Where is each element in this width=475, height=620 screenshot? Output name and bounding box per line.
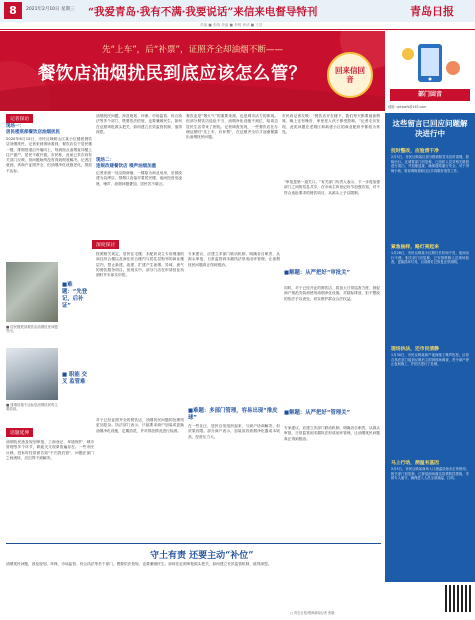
sidebar-panel [385, 113, 475, 582]
article-text-c: 对于已经证照齐全的餐饮店，油烟扰民问题的处理则更加复杂。执法部门表示，只能要求商户加装或更换油烟净化设施，定期清洗，并对排放情况进行检测。 [96, 418, 184, 433]
article-text-b: 按照相关规定，居民住宅楼、未配套设立专用烟道的商住综合楼以及商住综合楼内与居住层相邻的商业楼层内，禁止新建、改建、扩建产生油烟、异味、废气的餐饮服务项目。但现实中，部分门店在申请营业执照时并未如实申报。 [96, 252, 184, 278]
issue-date: 2021年2月10日 星期三 [26, 7, 75, 12]
intro-text-a: 餐饮业是“烟火气”的重要来源，也是城市活力的体现。但部分餐饮店选址不当、油烟净化设施不到位，给周边居民生活带来了困扰。记者调查发现，一些餐饮店在办理证照时“先上车、后补票”，在证照齐全后才逐渐暴露出油烟扰民问题。 [186, 114, 278, 140]
article-text-e: 专家建议，应建立多部门联动机制，明确各自职责，从源头审批、日常监管到末端执法形成闭环管理，让油烟扰民问题真正得到根治。 [188, 252, 280, 267]
sidebar-item-1-text: 2月3日，市民反映某区部分路段积雪未及时清理，影响出行。区城管部门回复称，已组织人员对相关路段进行清扫，并加强巡查，确保道路通行安全。对于背街小巷，将协调街道和社区共同做好清雪工作。 [391, 155, 469, 173]
sidebar-item-1-title: 抚时整改，应验清干净 [391, 149, 439, 154]
bottom-headline: 守土有责 还要主动“补位” [150, 551, 254, 561]
section-tag-extension: 话题延伸 [6, 428, 33, 437]
headline-kicker: 先“上车”，后“补票”，证照齐全却油烟不断—— [102, 45, 284, 55]
article-text-right-d: 同时，对于已经开业的餐饮店，将加大日常巡查力度，督促商户规范安装和使用油烟净化设施，对超标排放、拒不整改的依法予以查处，切实维护群众合法权益。 [284, 286, 380, 301]
case-two-title: 现场二： 违规改建餐饮店 噪声油烟加重 [96, 158, 157, 169]
case-two-text: 记者来到一处沿街商铺，一楼原为商业用房，后被改建为烧烤店，排烟口直接对着居民楼，夜间经营至凌晨，噪声、油烟问题叠加，居民苦不堪言。 [96, 171, 182, 186]
photo-two-caption: ■ 排烟设施不达标是油烟扰民的主要原因。 [6, 403, 58, 412]
article-text-right-e: 专家建议，应建立多部门联动机制，明确各自职责，从源头审批、日常监管到末端执法形成闭环管理，让油烟扰民问题真正得到根治。 [284, 426, 380, 441]
sidebar-item-4-text: 2月5日，市民反映某商场入口测温设备未正常使用。相关部门回复称，已督促商场落实疫情防控措施，安排专人值守，确保进入人员全部测温、扫码。 [391, 467, 469, 481]
phone-illustration-icon [398, 38, 464, 86]
pull-quote-approval: ■解题：从严把好“审批关” [284, 270, 351, 276]
newspaper-logo: 青岛日报 [410, 5, 454, 18]
sidebar-item-2-text: 1月28日，市民反映某小区路灯长时间不亮，夜间出行不便。相关部门回复称，已安排维修人员现场检查，更换损坏灯具，目前路灯已恢复正常照明。 [391, 251, 469, 265]
section-tag-reporter-visit: 记者探访 [6, 114, 33, 123]
case-one-text: 2020年6月15日，市民反映崂山区某小区楼底餐饮店油烟扰民，记者来到现场看到，餐饮店位于居民楼一楼，排烟管道沿外墙向上，每到饭点油烟直冲楼上住户窗户，居民不敢开窗。市民称，此前已多次向有关部门反映，但问题始终没有得到彻底解决。记者注意到，该商户证照齐全，但油烟净化设施老化，排放不达标。 [6, 137, 92, 173]
pull-quote-multi-department: ■难题：多部门管理，容易出现“推皮球” [188, 408, 278, 421]
qr-code-icon [445, 585, 472, 612]
pull-quote-management: ■解题：从严把好“管理关” [284, 410, 351, 416]
department-response-tag: 部门回音 [390, 89, 470, 101]
sidebar-item-3-title: 现场执法，还市民清静 [391, 347, 439, 352]
special-issue-title: “我爱青岛·我有不满·我要说话”来信来电督导特刊 [88, 6, 318, 18]
pull-quote-oversight: ■ 职能 交叉 监管难 [62, 372, 88, 385]
extension-text: 油烟扰民涉及规划审批、工商登记、环境保护、城市管理等多个环节，职能交叉现象普遍存在。一些市民反映，投诉时经常被告知“不归我们管”，问题在部门之间流转，迟迟得不到解决。 [6, 440, 94, 460]
article-text-d: 在一些社区，居民自发组织起来，与商户协商解决，但效果有限。部分商户表示，加装高效油烟净化器成本较高，经营压力大。 [188, 424, 280, 439]
photo-one-caption: ■ 居民楼底部餐饮店油烟扰民问题突出。 [6, 325, 58, 334]
case-one-title: 现场一： 居民楼底部餐饮店油烟扰民 [6, 124, 60, 135]
sidebar-title: 这些留言已回应问题解决进行中 [392, 119, 468, 138]
feature-badge: 回来信回音 [327, 52, 373, 98]
bottom-rule [6, 543, 381, 544]
intro-text-b: 市民向记者反映：“餐饮店开在楼下，我们每天都要闻油烟味，晚上还有噪音，家里老人孩子都受影响。”记者走访发现，此类问题在老城区和新建小区的商业配套中都较为常见。 [282, 114, 380, 134]
editor-credits: 责编 ■ 张晓 美编 ■ 李明 审读 ■ 王浩 [200, 23, 263, 27]
main-headline: 餐饮店油烟扰民到底应该怎么管？ [38, 64, 307, 84]
sidebar-item-3-text: 1月30日，市民反映某商户夜间施工噪声扰民。区综合执法部门接到反映后立即到现场调查，责令商户停止夜间施工，并依法进行了处理。 [391, 353, 469, 367]
pull-quote-difficulty: ■难题：“先登记，后补证” [62, 282, 88, 309]
article-text-right-c: “审批是第一道关口。”有关部门负责人表示，下一步将加强部门之间的信息共享，在市场主体登记环节加强告知，对不符合选址要求的餐饮项目，从源头上予以限制。 [284, 180, 380, 195]
page-number: 8 [4, 2, 22, 19]
photo-exhaust-pipe [6, 348, 58, 400]
bottom-text: 油烟扰民问题，涉及规划、环保、市场监管、综合执法等多个部门，既要依法依规，也要兼顾民生。如何在证照审批源头把关，如何建立长效监管机制，值得深思。 [6, 562, 272, 566]
section-tag-deep-discussion: 深度探讨 [92, 240, 119, 249]
contact-email: 邮箱: qdrbwfs@163.com [388, 105, 427, 109]
photo-restaurant-exhaust [6, 262, 58, 322]
case-one-text-continued: 油烟扰民问题，涉及规划、环保、市场监管、综合执法等多个部门，既要依法依规，也要兼顾民生。如何在证照审批源头把关，如何建立长效监管机制，值得深思。 [96, 114, 182, 134]
reporter-credit: □ 青岛日报/观海新闻记者 张晓 [290, 611, 335, 615]
sidebar-item-2-title: 紧急抽样，路灯亮起来 [391, 245, 439, 250]
sidebar-item-4-title: 马上行动，测温有基因 [391, 461, 439, 466]
